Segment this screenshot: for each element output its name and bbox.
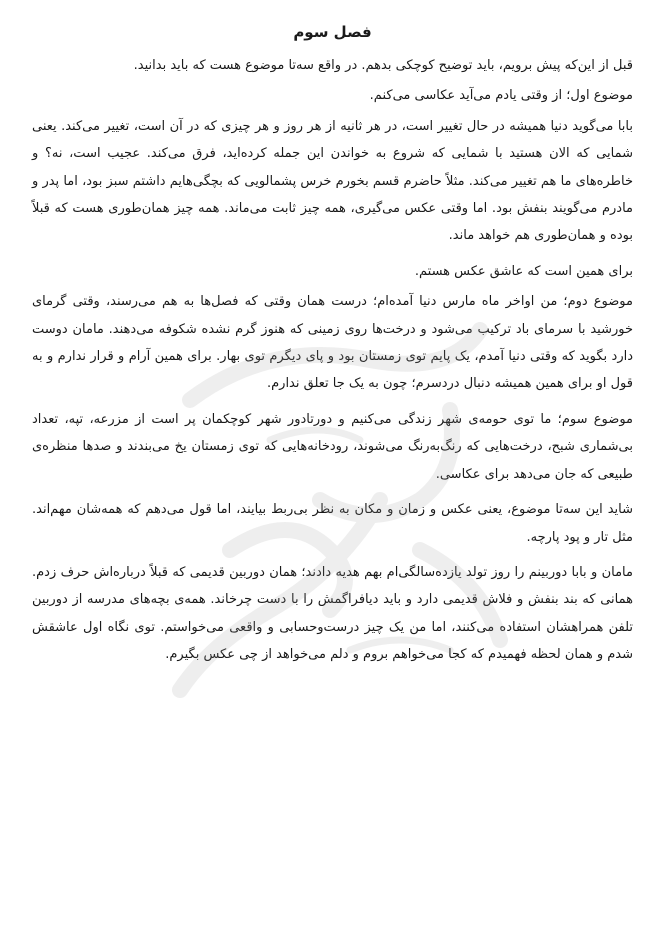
paragraph-intro: قبل از این‌که پیش برویم، باید توضیح کوچکی بدهم. در واقع سه‌تا موضوع هست که باید بدانید. [133,58,633,73]
paragraph-topic-one: موضوع اول؛ از وقتی یادم می‌آید عکاسی می‌کنم. [369,88,633,104]
paragraph-love-photos: برای همین است که عاشق عکس هستم. [414,263,633,279]
paragraph-topic-three: موضوع سوم؛ ما توی حومه‌ی شهر زندگی می‌کنیم و دورتادور شهر کوچکمان پر است از مزرعه، تپه، تعداد بی‌شماری شبح، درخت‌هایی که رنگ‌به‌رنگ می‌شوند، رودخانه‌هایی که توی زمستان یخ می‌بندند و صدها منظره‌ی طبیعی که جان می‌دهد برای عکاسی. [32,411,633,482]
paragraph-camera: مامان و بابا دوربینم را روز تولد یازده‌سالگی‌ام بهم هدیه دادند؛ همان دوربین قدیمی که قبلاً درباره‌اش حرف زدم. همانی که بند بنفش و فلاش قدیمی دارد و باید دیافراگمش را با دست چرخاند. همه‌ی بچه‌های مدرسه از دوربین تلفن همراهشان استفاده می‌کنند، اما من یک چیز درست‌وحسابی و واقعی می‌خواستم. توی نگاه اول عاشقش شدم و همان لحظه فهمیدم که کجا می‌خواهم بروم و دلم می‌خواهد از چی عکس بگیرم. [32,564,633,663]
paragraph-connection: شاید این سه‌تا موضوع، یعنی عکس و زمان و مکان به نظر بی‌ربط بیایند، اما قول می‌دهم که همه‌شان مهم‌اند. مثل تار و پود پارچه. [32,502,633,545]
paragraph-topic-two: موضوع دوم؛ من اواخر ماه مارس دنیا آمده‌ام؛ درست همان وقتی که فصل‌ها به هم می‌رسند، وقتی گرمای خورشید با سرمای باد ترکیب می‌شود و درخت‌ها روی زمینی که هنوز گرم نشده شکوفه می‌دهند. مامان دوست دارد بگوید که وقتی دنیا آمدم، یک پایم توی زمستان بود و پای دیگرم توی بهار. برای همین آرام و قرار ندارم و به قول او برای همین همیشه دنبال دردسرم؛ چون به یک جا تعلق ندارم. [32,294,633,392]
chapter-title: فصل سوم [293,23,372,41]
paragraph-change: بابا می‌گوید دنیا همیشه در حال تغییر است، در هر ثانیه از هر روز و هر چیزی که در آن است، تغییر می‌کند. یعنی شمایی که الان هستید با شمایی که شروع به خواندن این جمله کرده‌اید، فرق می‌کند. عجیب است، نه؟ و خاطره‌های ما هم تغییر می‌کند. مثلاً حاضرم قسم بخورم خرس پشمالویی که بچگی‌هایم داشتم سبز بود، اما پدر و مادرم می‌گویند بنفش بود. اما وقتی عکس می‌گیری، همه چیز ثابت می‌ماند. همه چیز همان‌طوری هست که قبلاً بوده و همان‌طوری هم خواهد ماند. [32,118,633,244]
